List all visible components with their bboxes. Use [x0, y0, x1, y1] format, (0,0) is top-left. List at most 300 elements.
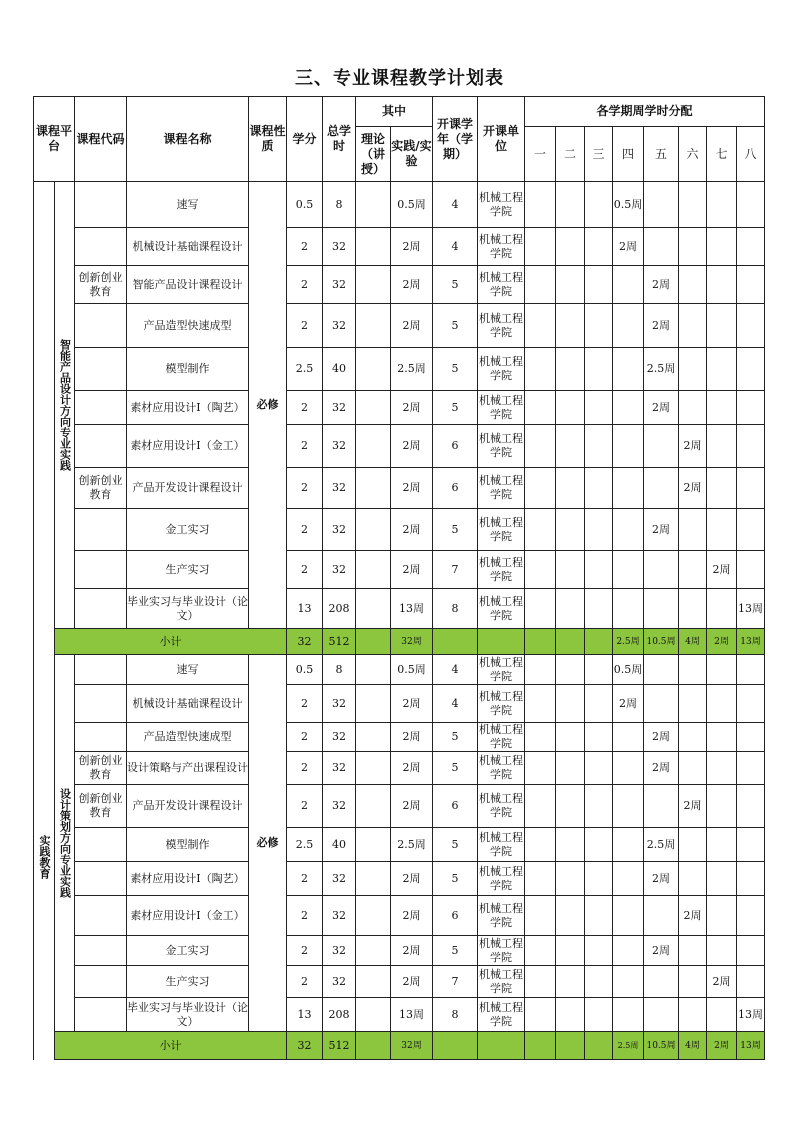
course-term-hours — [556, 228, 585, 266]
subtotal-theory — [356, 629, 391, 655]
course-term-hours — [525, 468, 556, 509]
subtotal-term-hours: 4周 — [679, 1032, 707, 1060]
course-term: 6 — [433, 468, 478, 509]
course-hours: 32 — [323, 752, 356, 785]
course-term-hours — [556, 348, 585, 391]
course-term-hours — [737, 685, 765, 723]
course-term-hours — [707, 304, 737, 348]
course-code — [75, 182, 127, 228]
table-row — [34, 723, 765, 752]
course-theory — [356, 785, 391, 828]
table-row — [34, 998, 765, 1032]
table-row — [34, 348, 765, 391]
course-term-hours — [525, 998, 556, 1032]
course-term-hours — [679, 752, 707, 785]
course-term-hours: 0.5周 — [613, 655, 644, 685]
course-term-hours — [679, 509, 707, 551]
course-term-hours — [707, 425, 737, 468]
course-practice: 2周 — [391, 551, 433, 589]
course-theory — [356, 266, 391, 304]
course-term-hours — [737, 655, 765, 685]
course-name: 速写 — [127, 182, 249, 228]
course-credit: 2 — [287, 266, 323, 304]
course-hours: 32 — [323, 391, 356, 425]
course-term-hours — [737, 896, 765, 936]
course-term-hours — [525, 936, 556, 966]
header-term-7: 七 — [707, 127, 737, 182]
course-term-hours — [556, 752, 585, 785]
course-practice: 2周 — [391, 685, 433, 723]
course-practice: 2周 — [391, 425, 433, 468]
course-term-hours: 2.5周 — [644, 348, 679, 391]
platform-label: 实践教育 — [34, 655, 55, 1060]
header-dept: 开课单位 — [478, 97, 525, 182]
header-term-5: 五 — [644, 127, 679, 182]
subtotal-term-hours: 10.5周 — [644, 629, 679, 655]
course-term-hours — [679, 182, 707, 228]
course-hours: 32 — [323, 966, 356, 998]
course-term-hours: 2周 — [679, 425, 707, 468]
header-hours: 总学时 — [323, 97, 356, 182]
course-term-hours — [707, 936, 737, 966]
course-theory — [356, 468, 391, 509]
header-platform: 课程平台 — [34, 97, 75, 182]
table-row — [34, 896, 765, 936]
course-term-hours — [707, 509, 737, 551]
course-term-hours — [644, 685, 679, 723]
subtotal-term-hours: 2周 — [707, 1032, 737, 1060]
course-term-hours — [644, 228, 679, 266]
course-term-hours — [585, 228, 613, 266]
subtotal-term-hours — [556, 629, 585, 655]
course-term: 5 — [433, 509, 478, 551]
course-term-hours — [613, 348, 644, 391]
course-term-hours — [585, 266, 613, 304]
course-term-hours — [613, 966, 644, 998]
course-term: 4 — [433, 182, 478, 228]
course-dept: 机械工程学院 — [478, 862, 525, 896]
course-term-hours — [707, 685, 737, 723]
course-term-hours: 2周 — [707, 551, 737, 589]
course-dept: 机械工程学院 — [478, 391, 525, 425]
course-dept: 机械工程学院 — [478, 966, 525, 998]
course-term: 7 — [433, 966, 478, 998]
header-name: 课程名称 — [127, 97, 249, 182]
course-code — [75, 998, 127, 1032]
course-term-hours — [679, 862, 707, 896]
course-name: 产品造型快速成型 — [127, 304, 249, 348]
course-theory — [356, 391, 391, 425]
course-term: 5 — [433, 936, 478, 966]
course-term-hours — [707, 785, 737, 828]
course-term-hours — [556, 862, 585, 896]
course-credit: 2 — [287, 966, 323, 998]
subtotal-term-hours — [556, 1032, 585, 1060]
course-term-hours — [737, 509, 765, 551]
course-practice: 2周 — [391, 966, 433, 998]
course-term-hours — [737, 228, 765, 266]
subtotal-term-hours — [525, 629, 556, 655]
course-term-hours: 2周 — [644, 862, 679, 896]
course-term: 4 — [433, 228, 478, 266]
header-theory: 理论（讲授） — [356, 127, 391, 182]
course-practice: 2周 — [391, 468, 433, 509]
table-row — [34, 228, 765, 266]
course-term-hours — [556, 828, 585, 862]
course-term-hours — [737, 468, 765, 509]
course-hours: 32 — [323, 896, 356, 936]
course-term: 7 — [433, 551, 478, 589]
course-credit: 13 — [287, 589, 323, 629]
course-term-hours — [679, 723, 707, 752]
course-term-hours: 2周 — [644, 509, 679, 551]
course-practice: 2周 — [391, 862, 433, 896]
course-term-hours — [556, 896, 585, 936]
header-term-6: 六 — [679, 127, 707, 182]
course-hours: 32 — [323, 551, 356, 589]
course-credit: 13 — [287, 998, 323, 1032]
course-term-hours — [737, 862, 765, 896]
course-credit: 2 — [287, 391, 323, 425]
course-name: 金工实习 — [127, 509, 249, 551]
table-row — [34, 655, 765, 685]
table-row — [34, 685, 765, 723]
course-term: 8 — [433, 589, 478, 629]
course-name: 模型制作 — [127, 828, 249, 862]
course-hours: 32 — [323, 862, 356, 896]
subtotal-row — [34, 629, 765, 655]
subtotal-term-hours: 13周 — [737, 629, 765, 655]
course-term-hours — [679, 391, 707, 425]
header-code: 课程代码 — [75, 97, 127, 182]
course-theory — [356, 685, 391, 723]
course-term: 6 — [433, 785, 478, 828]
table-row — [34, 785, 765, 828]
course-term-hours — [737, 752, 765, 785]
course-term-hours — [556, 785, 585, 828]
course-term-hours — [525, 509, 556, 551]
course-code — [75, 723, 127, 752]
subtotal-term — [433, 629, 478, 655]
table-row — [34, 391, 765, 425]
course-term-hours — [556, 589, 585, 629]
course-term: 6 — [433, 896, 478, 936]
course-hours: 32 — [323, 785, 356, 828]
course-term-hours — [585, 509, 613, 551]
course-term-hours — [525, 348, 556, 391]
course-credit: 2 — [287, 723, 323, 752]
header-among: 其中 — [356, 97, 433, 127]
course-term-hours — [556, 182, 585, 228]
course-term-hours — [737, 828, 765, 862]
course-theory — [356, 182, 391, 228]
course-code — [75, 828, 127, 862]
course-term-hours — [613, 425, 644, 468]
subtotal-practice: 32周 — [391, 1032, 433, 1060]
subtotal-term-hours: 2周 — [707, 629, 737, 655]
course-term-hours: 2周 — [707, 966, 737, 998]
course-code: 创新创业教育 — [75, 266, 127, 304]
course-term-hours — [525, 391, 556, 425]
course-practice: 0.5周 — [391, 182, 433, 228]
course-term-hours — [707, 828, 737, 862]
course-code — [75, 509, 127, 551]
table-row — [34, 589, 765, 629]
course-term-hours — [737, 936, 765, 966]
course-term-hours: 2周 — [644, 723, 679, 752]
course-term-hours — [679, 228, 707, 266]
course-term-hours — [585, 862, 613, 896]
course-term-hours — [707, 182, 737, 228]
course-term-hours — [707, 468, 737, 509]
course-code — [75, 862, 127, 896]
direction-label: 智能产品设计方向专业实践 — [55, 182, 75, 629]
course-hours: 32 — [323, 723, 356, 752]
course-practice: 2周 — [391, 936, 433, 966]
course-term-hours — [525, 304, 556, 348]
course-term-hours — [585, 785, 613, 828]
course-name: 素材应用设计Ⅰ（金工） — [127, 425, 249, 468]
course-theory — [356, 752, 391, 785]
course-term-hours: 2周 — [613, 685, 644, 723]
course-code: 创新创业教育 — [75, 785, 127, 828]
course-name: 产品开发设计课程设计 — [127, 785, 249, 828]
course-term-hours — [525, 685, 556, 723]
course-dept: 机械工程学院 — [478, 551, 525, 589]
course-theory — [356, 896, 391, 936]
table-row — [34, 182, 765, 228]
course-theory — [356, 655, 391, 685]
course-credit: 2 — [287, 785, 323, 828]
course-term-hours — [644, 182, 679, 228]
subtotal-term-hours: 2.5周 — [613, 629, 644, 655]
course-term-hours — [585, 936, 613, 966]
course-name: 素材应用设计Ⅰ（金工） — [127, 896, 249, 936]
course-term: 5 — [433, 723, 478, 752]
course-dept: 机械工程学院 — [478, 896, 525, 936]
course-term: 5 — [433, 304, 478, 348]
course-theory — [356, 998, 391, 1032]
subtotal-term-hours: 4周 — [679, 629, 707, 655]
course-name: 生产实习 — [127, 551, 249, 589]
course-term-hours — [585, 425, 613, 468]
course-name: 速写 — [127, 655, 249, 685]
course-term-hours: 2周 — [679, 896, 707, 936]
course-name: 素材应用设计Ⅰ（陶艺） — [127, 391, 249, 425]
course-term-hours — [613, 468, 644, 509]
course-term-hours — [613, 785, 644, 828]
course-term-hours — [679, 551, 707, 589]
course-dept: 机械工程学院 — [478, 589, 525, 629]
course-term-hours — [737, 723, 765, 752]
course-term-hours — [613, 828, 644, 862]
course-credit: 2 — [287, 509, 323, 551]
course-hours: 32 — [323, 468, 356, 509]
course-credit: 2.5 — [287, 348, 323, 391]
subtotal-credit: 32 — [287, 629, 323, 655]
course-name: 机械设计基础课程设计 — [127, 685, 249, 723]
course-term-hours — [707, 266, 737, 304]
course-term-hours — [585, 896, 613, 936]
course-dept: 机械工程学院 — [478, 468, 525, 509]
course-term: 5 — [433, 862, 478, 896]
course-term-hours — [585, 998, 613, 1032]
course-code — [75, 228, 127, 266]
table-row — [34, 304, 765, 348]
course-term-hours — [556, 936, 585, 966]
course-term-hours: 2周 — [644, 752, 679, 785]
course-term-hours — [585, 723, 613, 752]
course-term-hours — [679, 828, 707, 862]
subtotal-label: 小计 — [55, 629, 287, 655]
course-name: 素材应用设计Ⅰ（陶艺） — [127, 862, 249, 896]
course-term-hours — [585, 348, 613, 391]
course-practice: 2周 — [391, 304, 433, 348]
course-term-hours — [644, 655, 679, 685]
course-code — [75, 966, 127, 998]
course-code: 创新创业教育 — [75, 468, 127, 509]
course-code: 创新创业教育 — [75, 752, 127, 785]
course-term-hours — [585, 468, 613, 509]
course-term-hours — [737, 966, 765, 998]
course-term-hours — [679, 685, 707, 723]
table-row — [34, 509, 765, 551]
course-credit: 2 — [287, 936, 323, 966]
course-term-hours — [585, 304, 613, 348]
course-name: 机械设计基础课程设计 — [127, 228, 249, 266]
course-term-hours — [679, 266, 707, 304]
course-term-hours — [556, 551, 585, 589]
subtotal-term-hours: 13周 — [737, 1032, 765, 1060]
course-term-hours — [707, 391, 737, 425]
course-hours: 32 — [323, 228, 356, 266]
table-row — [34, 828, 765, 862]
course-term-hours — [585, 551, 613, 589]
course-dept: 机械工程学院 — [479, 655, 523, 683]
course-code — [75, 551, 127, 589]
course-dept: 机械工程学院 — [478, 266, 525, 304]
course-term-hours — [707, 862, 737, 896]
course-theory — [356, 304, 391, 348]
course-credit: 2 — [287, 468, 323, 509]
subtotal-hours: 512 — [323, 1032, 356, 1060]
course-term-hours — [644, 551, 679, 589]
course-term-hours — [737, 348, 765, 391]
course-theory — [356, 589, 391, 629]
course-hours: 32 — [323, 266, 356, 304]
course-term-hours — [644, 425, 679, 468]
course-term-hours — [737, 266, 765, 304]
course-term-hours — [525, 182, 556, 228]
table-row — [34, 966, 765, 998]
course-term-hours — [737, 182, 765, 228]
course-term: 5 — [433, 752, 478, 785]
course-term-hours — [679, 936, 707, 966]
course-theory — [356, 936, 391, 966]
course-term-hours — [613, 266, 644, 304]
course-term-hours — [737, 391, 765, 425]
course-term-hours — [556, 266, 585, 304]
course-term-hours — [644, 998, 679, 1032]
course-credit: 2 — [287, 896, 323, 936]
course-code — [75, 304, 127, 348]
course-term-hours — [644, 785, 679, 828]
course-hours: 208 — [323, 589, 356, 629]
course-code — [75, 655, 127, 685]
course-name: 生产实习 — [127, 966, 249, 998]
course-credit: 2 — [287, 228, 323, 266]
course-practice: 2周 — [391, 228, 433, 266]
course-dept: 机械工程学院 — [478, 304, 525, 348]
course-term-hours — [585, 391, 613, 425]
course-practice: 0.5周 — [391, 655, 433, 685]
course-name: 设计策略与产出课程设计 — [127, 752, 249, 785]
course-credit: 2.5 — [287, 828, 323, 862]
course-term-hours: 2周 — [679, 468, 707, 509]
course-dept: 机械工程学院 — [479, 936, 523, 964]
course-plan-table — [33, 96, 765, 1060]
course-practice: 2周 — [391, 391, 433, 425]
course-hours: 32 — [323, 425, 356, 468]
course-name: 产品开发设计课程设计 — [127, 468, 249, 509]
course-term-hours — [707, 752, 737, 785]
course-name: 毕业实习与毕业设计（论文） — [127, 589, 249, 629]
course-dept: 机械工程学院 — [478, 348, 525, 391]
course-term-hours — [525, 589, 556, 629]
course-term-hours — [585, 828, 613, 862]
course-term-hours — [707, 896, 737, 936]
course-credit: 2 — [287, 685, 323, 723]
course-name: 毕业实习与毕业设计（论文） — [127, 998, 249, 1032]
course-term: 4 — [433, 655, 478, 685]
course-theory — [356, 348, 391, 391]
course-hours: 32 — [323, 304, 356, 348]
course-term-hours — [707, 589, 737, 629]
course-term-hours — [525, 228, 556, 266]
course-theory — [356, 966, 391, 998]
course-term-hours — [613, 896, 644, 936]
course-term-hours — [644, 896, 679, 936]
subtotal-dept — [478, 1032, 525, 1060]
course-term-hours — [525, 723, 556, 752]
table-row — [34, 468, 765, 509]
course-term-hours — [556, 468, 585, 509]
course-term-hours — [707, 998, 737, 1032]
course-name: 智能产品设计课程设计 — [127, 266, 249, 304]
course-dept: 机械工程学院 — [478, 685, 525, 723]
course-term-hours — [613, 304, 644, 348]
course-term-hours — [737, 551, 765, 589]
course-term-hours — [737, 304, 765, 348]
course-term: 5 — [433, 828, 478, 862]
course-practice: 2周 — [391, 723, 433, 752]
course-term-hours — [707, 228, 737, 266]
course-term-hours — [613, 752, 644, 785]
course-term-hours — [613, 509, 644, 551]
course-credit: 2 — [287, 862, 323, 896]
course-code — [75, 936, 127, 966]
course-credit: 2 — [287, 304, 323, 348]
course-dept: 机械工程学院 — [479, 723, 523, 750]
subtotal-term-hours: 10.5周 — [644, 1032, 679, 1060]
course-dept: 机械工程学院 — [478, 425, 525, 468]
course-term-hours — [679, 998, 707, 1032]
course-credit: 0.5 — [287, 182, 323, 228]
course-term-hours: 2周 — [644, 266, 679, 304]
header-term-4: 四 — [613, 127, 644, 182]
header-dist: 各学期周学时分配 — [525, 97, 765, 127]
course-code — [75, 425, 127, 468]
